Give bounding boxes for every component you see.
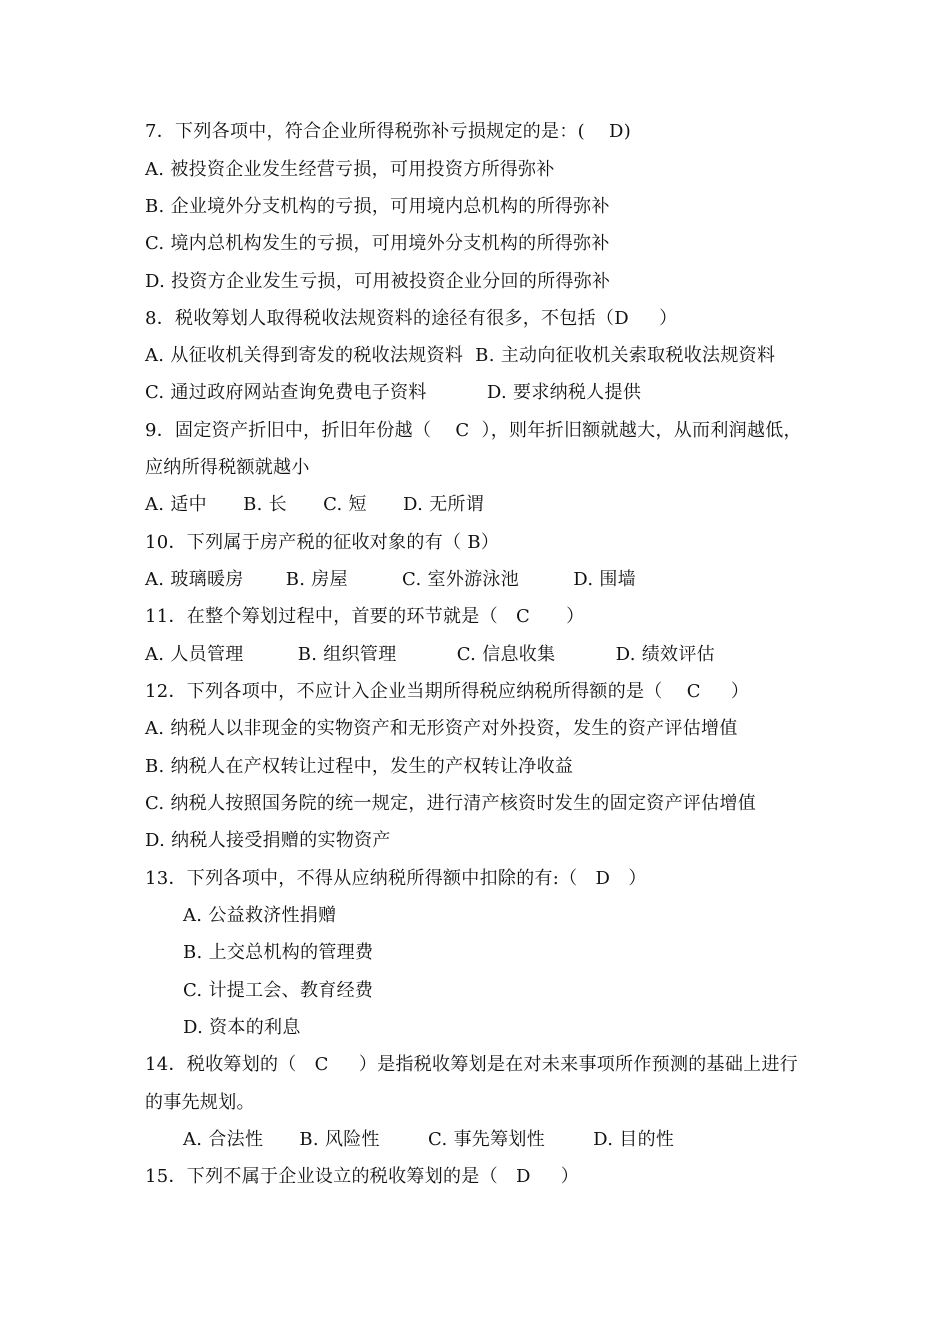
question-14-continued: 的事先规划。: [145, 1092, 255, 1113]
option-line: B. 纳税人在产权转让过程中，发生的产权转让净收益: [145, 756, 574, 777]
question-7: 7．下列各项中，符合企业所得税弥补亏损规定的是：( D): [145, 121, 632, 142]
option-line: A. 公益救济性捐赠: [183, 905, 337, 926]
option-line: A. 从征收机关得到寄发的税收法规资料 B. 主动向征收机关索取税收法规资料: [145, 345, 776, 366]
question-10: 10．下列属于房产税的征收对象的有（ B）: [145, 532, 500, 553]
option-line: A. 纳税人以非现金的实物资产和无形资产对外投资，发生的资产评估增值: [145, 718, 738, 739]
question-9: 9．固定资产折旧中，折旧年份越（ C ），则年折旧额就越大，从而利润越低，: [145, 420, 802, 441]
option-line: C. 计提工会、教育经费: [183, 980, 374, 1001]
option-line: A. 玻璃暖房 B. 房屋 C. 室外游泳池 D. 围墙: [145, 569, 636, 590]
option-line: D. 纳税人接受捐赠的实物资产: [145, 830, 391, 851]
option-line: C. 纳税人按照国务院的统一规定，进行清产核资时发生的固定资产评估增值: [145, 793, 757, 814]
question-8: 8．税收筹划人取得税收法规资料的途径有很多，不包括（D ）: [145, 308, 678, 329]
question-12: 12．下列各项中，不应计入企业当期所得税应纳税所得额的是（ C ）: [145, 681, 750, 702]
option-line: C. 境内总机构发生的亏损，可用境外分支机构的所得弥补: [145, 233, 610, 254]
option-line: A. 被投资企业发生经营亏损，可用投资方所得弥补: [145, 159, 555, 180]
option-line: A. 适中 B. 长 C. 短 D. 无所谓: [145, 494, 485, 515]
option-line: A. 人员管理 B. 组织管理 C. 信息收集 D. 绩效评估: [145, 644, 715, 665]
question-14: 14．税收筹划的（ C ）是指税收筹划是在对未来事项所作预测的基础上进行: [145, 1054, 799, 1075]
question-13: 13．下列各项中，不得从应纳税所得额中扣除的有:（ D ）: [145, 868, 647, 889]
option-line: B. 企业境外分支机构的亏损，可用境内总机构的所得弥补: [145, 196, 610, 217]
question-9-continued: 应纳所得税额就越小: [145, 457, 310, 478]
option-line: C. 通过政府网站查询免费电子资料 D. 要求纳税人提供: [145, 382, 642, 403]
option-line: D. 投资方企业发生亏损，可用被投资企业分回的所得弥补: [145, 271, 611, 292]
option-line: A. 合法性 B. 风险性 C. 事先筹划性 D. 目的性: [183, 1129, 675, 1150]
question-15: 15．下列不属于企业设立的税收筹划的是（ D ）: [145, 1166, 580, 1187]
option-line: B. 上交总机构的管理费: [183, 942, 374, 963]
option-line: D. 资本的利息: [183, 1017, 301, 1038]
question-11: 11．在整个筹划过程中，首要的环节就是（ C ）: [145, 606, 585, 627]
